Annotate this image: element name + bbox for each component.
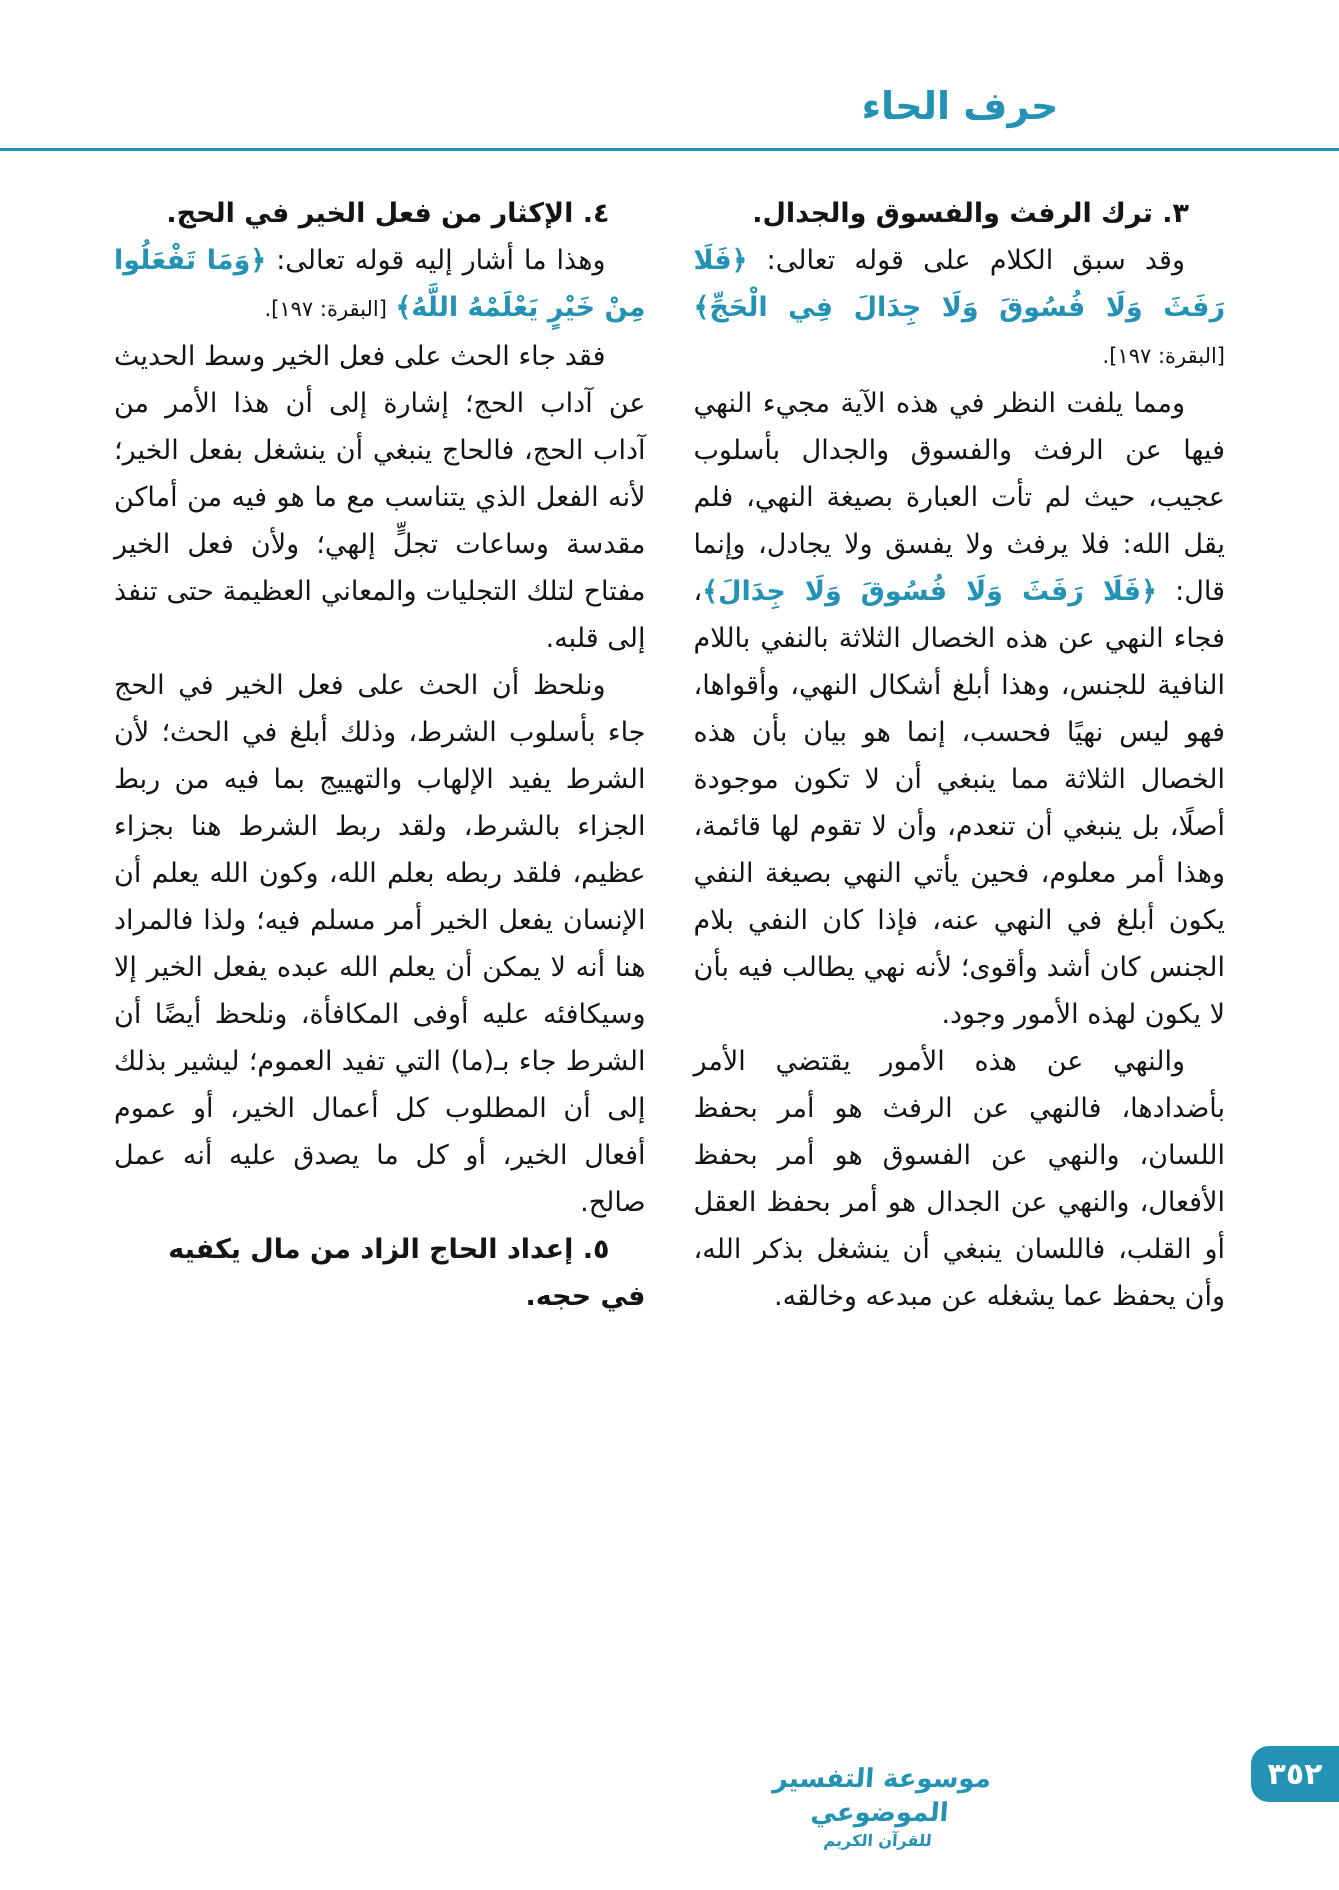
paragraph — [694, 1038, 1226, 1320]
body-text: ونلحظ أن الحث على فعل الخير في الحج جاء بأسلوب الشرط، وذلك أبلغ في الحث؛ لأن الشرط يفيد الإلهاب والتهييج بما فيه من ربط الجزاء بالشرط، ولقد ربط الشرط هنا بجزاء عظيم، فلقد ربطه بعلم الله، وكون الله يعلم أن الإنسان يفعل الخير أمر مسلم فيه؛ ولذا فالمراد هنا أنه لا يمكن أن يعلم الله عبده يفعل الخير إلا وسيكافئه عليه أوفى المكافأة، ونلحظ أيضًا أن الشرط جاء بـ(ما) التي تفيد العموم؛ ليشير بذلك إلى أن المطلوب كل أعمال الخير، أو عموم أفعال الخير، أو كل ما يصدق عليه أنه عمل صالح. — [114, 670, 646, 1218]
paragraph — [114, 237, 646, 333]
page-number-badge — [1251, 1746, 1339, 1802]
section-heading — [114, 190, 646, 237]
header-divider — [0, 148, 1339, 151]
column-right — [694, 190, 1226, 1320]
quran-verse: ﴿وَمَا تَفْعَلُوا مِنْ خَيْرٍ يَعْلَمْهُ اللَّهُ﴾ — [114, 245, 646, 323]
quran-verse: ﴿فَلَا رَفَثَ وَلَا فُسُوقَ وَلَا جِدَالَ﴾ — [702, 576, 1157, 607]
section-heading — [694, 190, 1226, 237]
paragraph — [114, 662, 646, 1226]
section-heading — [114, 1226, 646, 1320]
body-text — [387, 292, 396, 323]
paragraph — [114, 333, 646, 662]
publisher-emblem-title: موسوعة التفسير الموضوعي — [771, 1764, 993, 1828]
body-text: ٤. الإكثار من فعل الخير في الحج. — [166, 198, 610, 229]
body-text: وقد سبق الكلام على قوله تعالى: — [747, 245, 1185, 276]
body-text: ٥. إعداد الحاج الزاد من مال يكفيه في حجه. — [168, 1234, 646, 1312]
page-number: ٣٥٢ — [1267, 1756, 1323, 1792]
paragraph — [694, 380, 1226, 1038]
page-content — [114, 190, 1225, 1320]
quran-verse: ﴿فَلَا رَفَثَ وَلَا فُسُوقَ وَلَا جِدَالَ فِي الْحَجِّ﴾ — [693, 245, 1225, 323]
publisher-emblem — [757, 1762, 1003, 1852]
chapter-header: حرف الحاء — [861, 84, 1059, 128]
publisher-emblem-subtitle: للقرآن الكريم — [822, 1831, 933, 1850]
verse-reference: [البقرة: ١٩٧]. — [1102, 344, 1225, 368]
body-text: ٣. ترك الرفث والفسوق والجدال. — [752, 198, 1189, 229]
body-text: ومما يلفت النظر في هذه الآية مجيء النهي فيها عن الرفث والفسوق والجدال بأسلوب عجيب، حيث لم تأت العبارة بصيغة النهي، فلم يقل الله: فلا يرفث ولا يفسق ولا يجادل، وإنما قال: — [693, 388, 1225, 607]
verse-reference: [البقرة: ١٩٧]. — [264, 297, 387, 321]
body-text: وهذا ما أشار إليه قوله تعالى: — [266, 245, 606, 276]
paragraph — [694, 237, 1226, 380]
body-text: فقد جاء الحث على فعل الخير وسط الحديث عن آداب الحج؛ إشارة إلى أن هذا الأمر من آداب الحج، فالحاج ينبغي أن ينشغل بفعل الخير؛ لأنه الفعل الذي يتناسب مع ما هو فيه من أماكن مقدسة وساعات تجلٍّ إلهي؛ ولأن فعل الخير مفتاح لتلك التجليات والمعاني العظيمة حتى تنفذ إلى قلبه. — [114, 341, 646, 654]
column-left — [114, 190, 646, 1320]
body-text: والنهي عن هذه الأمور يقتضي الأمر بأضدادها، فالنهي عن الرفث هو أمر بحفظ اللسان، والنهي عن الفسوق هو أمر بحفظ الأفعال، والنهي عن الجدال هو أمر بحفظ العقل أو القلب، فاللسان ينبغي أن ينشغل بذكر الله، وأن يحفظ عما يشغله عن مبدعه وخالقه. — [693, 1046, 1225, 1312]
body-text: ، فجاء النهي عن هذه الخصال الثلاثة بالنفي باللام النافية للجنس، وهذا أبلغ أشكال النهي، وأقواها، فهو ليس نهيًا فحسب، إنما هو بيان بأن هذه الخصال الثلاثة مما ينبغي أن لا تكون موجودة أصلًا، بل ينبغي أن تنعدم، وأن لا تقوم لها قائمة، وهذا أمر معلوم، فحين يأتي النهي بصيغة النفي يكون أبلغ في النهي عنه، فإذا كان النفي بلام الجنس كان أشد وأقوى؛ لأنه نهي يطالب فيه بأن لا يكون لهذه الأمور وجود. — [693, 576, 1225, 1030]
